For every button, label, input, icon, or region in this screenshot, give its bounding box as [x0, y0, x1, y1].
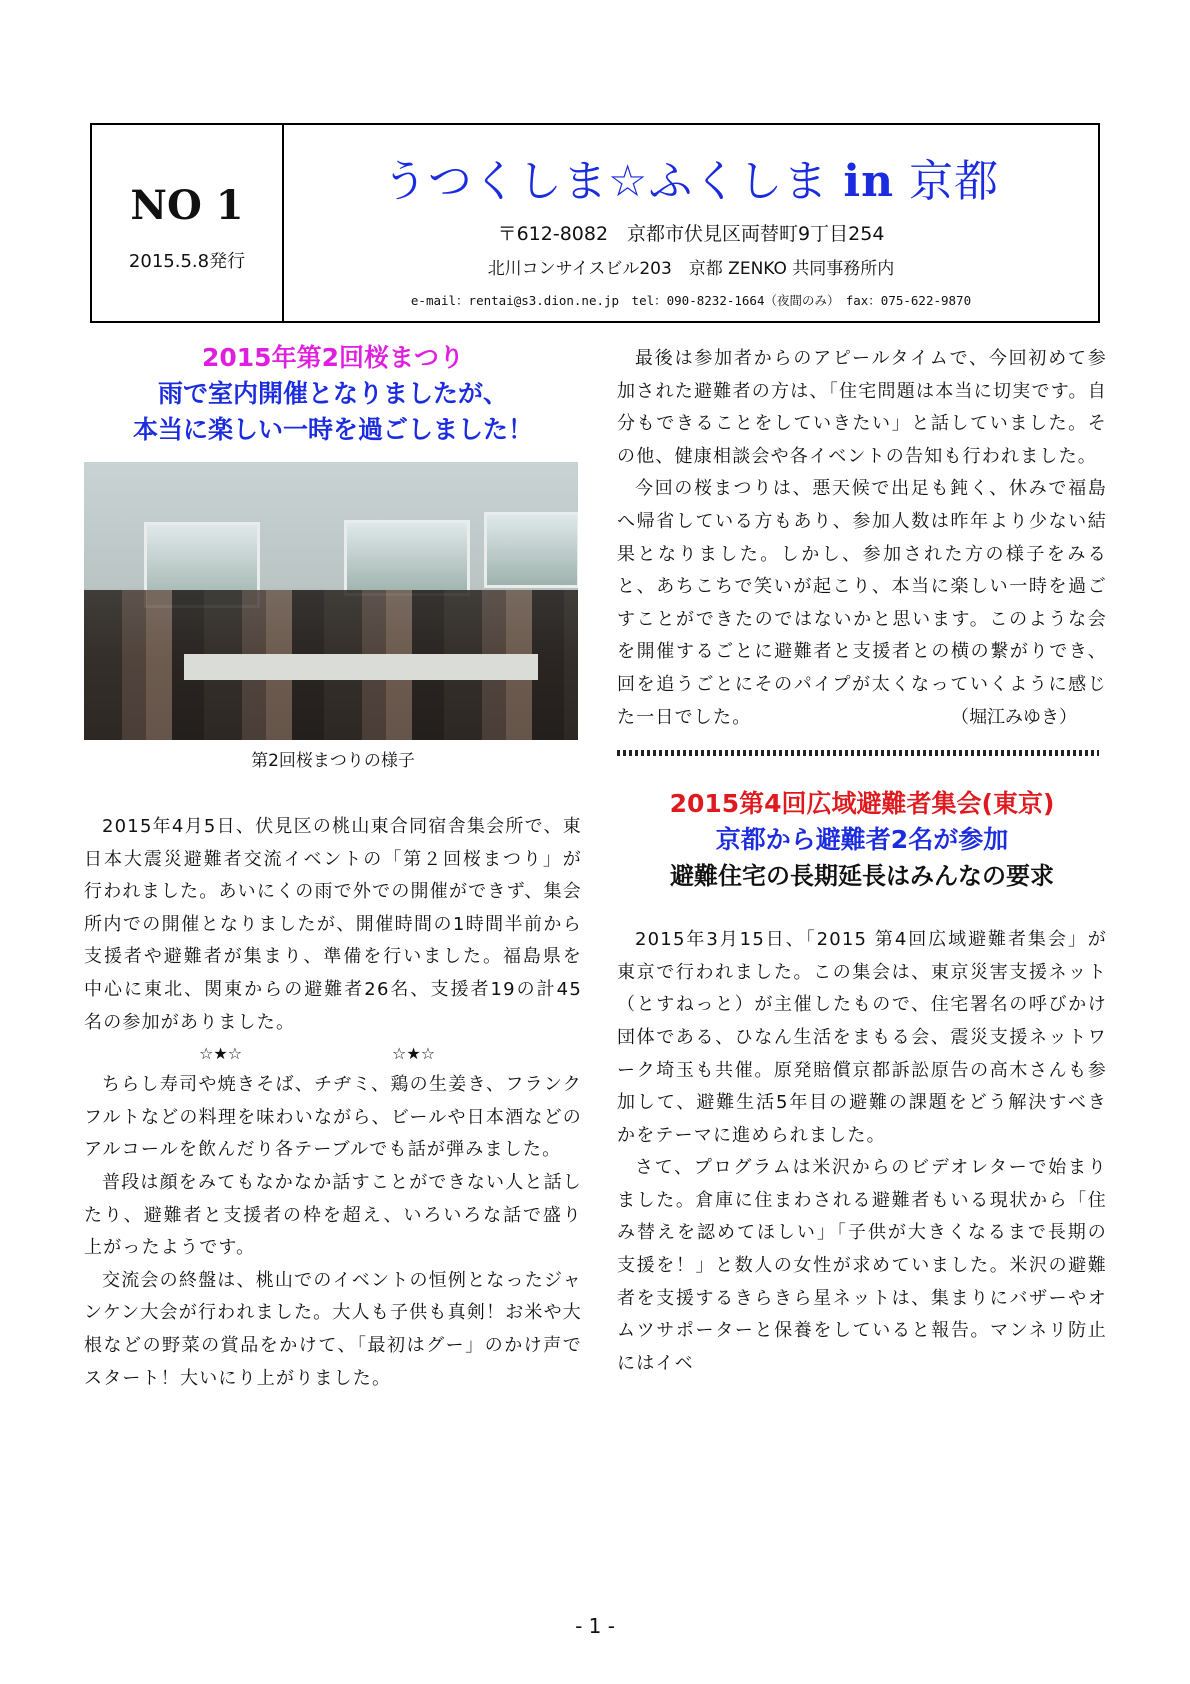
contact-line: e-mail：rentai@s3.dion.ne.jp tel：090-8232-1664（夜間のみ） fax：075-622-9870 [410, 293, 972, 308]
section-divider-stars [84, 1039, 582, 1069]
article2-para2: さて、プログラムは米沢からのビデオレターで始まりました。倉庫に住まわされる避難者もいる現状から「住み替えを認めてほしい」「子供が大きくなるまで長期の支援を！」と数人の女性が求めていました。米沢の避難者を支援するきらきら星ネットは、集まりにバザーやオムツサポーターと保養をしていると報告。マンネリ防止にはイベ [617, 1157, 1107, 1374]
issue-date: 2015.5.8発行 [128, 250, 246, 272]
article1-para4: 交流会の終盤は、桃山でのイベントの恒例となったジャンケン大会が行われました。大人も子供も真剣！お米や大根などの野菜の賞品をかけて、「最初はグー」のかけ声でスタート！大いにり上がりました。 [84, 1269, 582, 1389]
address-line2: 北川コンサイスビル203 京都 ZENKO 共同事務所内 [487, 259, 895, 279]
title-part2: 京都 [909, 156, 1000, 207]
article1-heading3: 本当に楽しい一時を過ごしました！ [132, 415, 533, 444]
article1-heading2: 雨で室内開催となりましたが、 [157, 379, 508, 408]
article1-para5: 最後は参加者からのアピールタイムで、今回初めて参加された避難者の方は、「住宅問題は本当に切実です。自分もできることをしていきたい」と話していました。その他、健康相談会や各イベントの告知も行われました。 [617, 348, 1107, 467]
article1-para3: 普段は顔をみてもなかなか話すことができない人と話したり、避難者と支援者の枠を超え、いろいろな話で盛り上がったようです。 [84, 1171, 582, 1259]
left-column [84, 340, 582, 1395]
author-signature: （堀江みゆき） [951, 707, 1077, 729]
article1-para2: ちらし寿司や焼きそば、チヂミ、鶏の生姜き、フランクフルトなどの料理を味わいながら、ビールや日本酒などのアルコールを飲んだり各テーブルでも話が弾みました。 [84, 1074, 582, 1161]
stars-right: ☆★☆ [392, 1044, 436, 1064]
title-part1: うつくしま☆ふくしま [382, 156, 829, 207]
article2-heading1: 2015第4回広域避難者集会(東京) [669, 789, 1055, 819]
right-column [617, 343, 1107, 1380]
stars-left: ☆★☆ [199, 1044, 243, 1064]
masthead-main [284, 125, 1098, 321]
event-photo [84, 462, 578, 740]
article2-heading2: 京都から避難者2名が参加 [715, 825, 1009, 855]
article1-para1: 2015年4月5日、伏見区の桃山東合同宿舎集会所で、東日本大震災避難者交流イベントの「第２回桜まつり」が行われました。あいにくの雨で外での開催ができず、集会所内での開催となりましたが、開催時間の1時間半前から支援者や避難者が集まり、準備を行いました。福島県を中心に東北、関東からの避難者26名、支援者19の計45名の参加がありました。 [84, 816, 582, 1033]
issue-number: NO 1 [130, 181, 244, 229]
page-number: - 1 - [575, 1614, 615, 1638]
masthead [90, 123, 1100, 323]
article2-heading3: 避難住宅の長期延長はみんなの要求 [670, 862, 1054, 891]
article1-heading1: 2015年第2回桜まつり [202, 343, 464, 372]
article1-para6: 今回の桜まつりは、悪天候で出足も鈍く、休みで福島へ帰省している方もあり、参加人数は昨年より少ない結果となりました。しかし、参加された方の様子をみると、あちこちで笑いが起こり、本当に楽しい一時を過ごすことができたのではないかと思います。このような会を開催するごとに避難者と支援者との横の繋がりでき、回を追うごとにそのパイプが太くなっていくように感じた一日でした。 [617, 478, 1107, 728]
issue-info [92, 125, 284, 321]
newsletter-title [383, 145, 999, 209]
wavy-divider [617, 750, 1099, 756]
article2-para1: 2015年3月15日、「2015 第4回広域避難者集会」が東京で行われました。この集会は、東京災害支援ネット（とすねっと）が主催したもので、住宅署名の呼びかけ団体である、ひなん生活をまもる会、震災支援ネットワーク埼玉も共催。原発賠償京都訴訟原告の高木さんも参加して、避難生活5年目の避難の課題をどう解決すべきかをテーマに進められました。 [617, 929, 1107, 1146]
address-line1: 〒612-8082 京都市伏見区両替町9丁目254 [497, 223, 885, 245]
title-in: in [843, 156, 895, 207]
photo-caption: 第2回桜まつりの様子 [251, 751, 415, 771]
